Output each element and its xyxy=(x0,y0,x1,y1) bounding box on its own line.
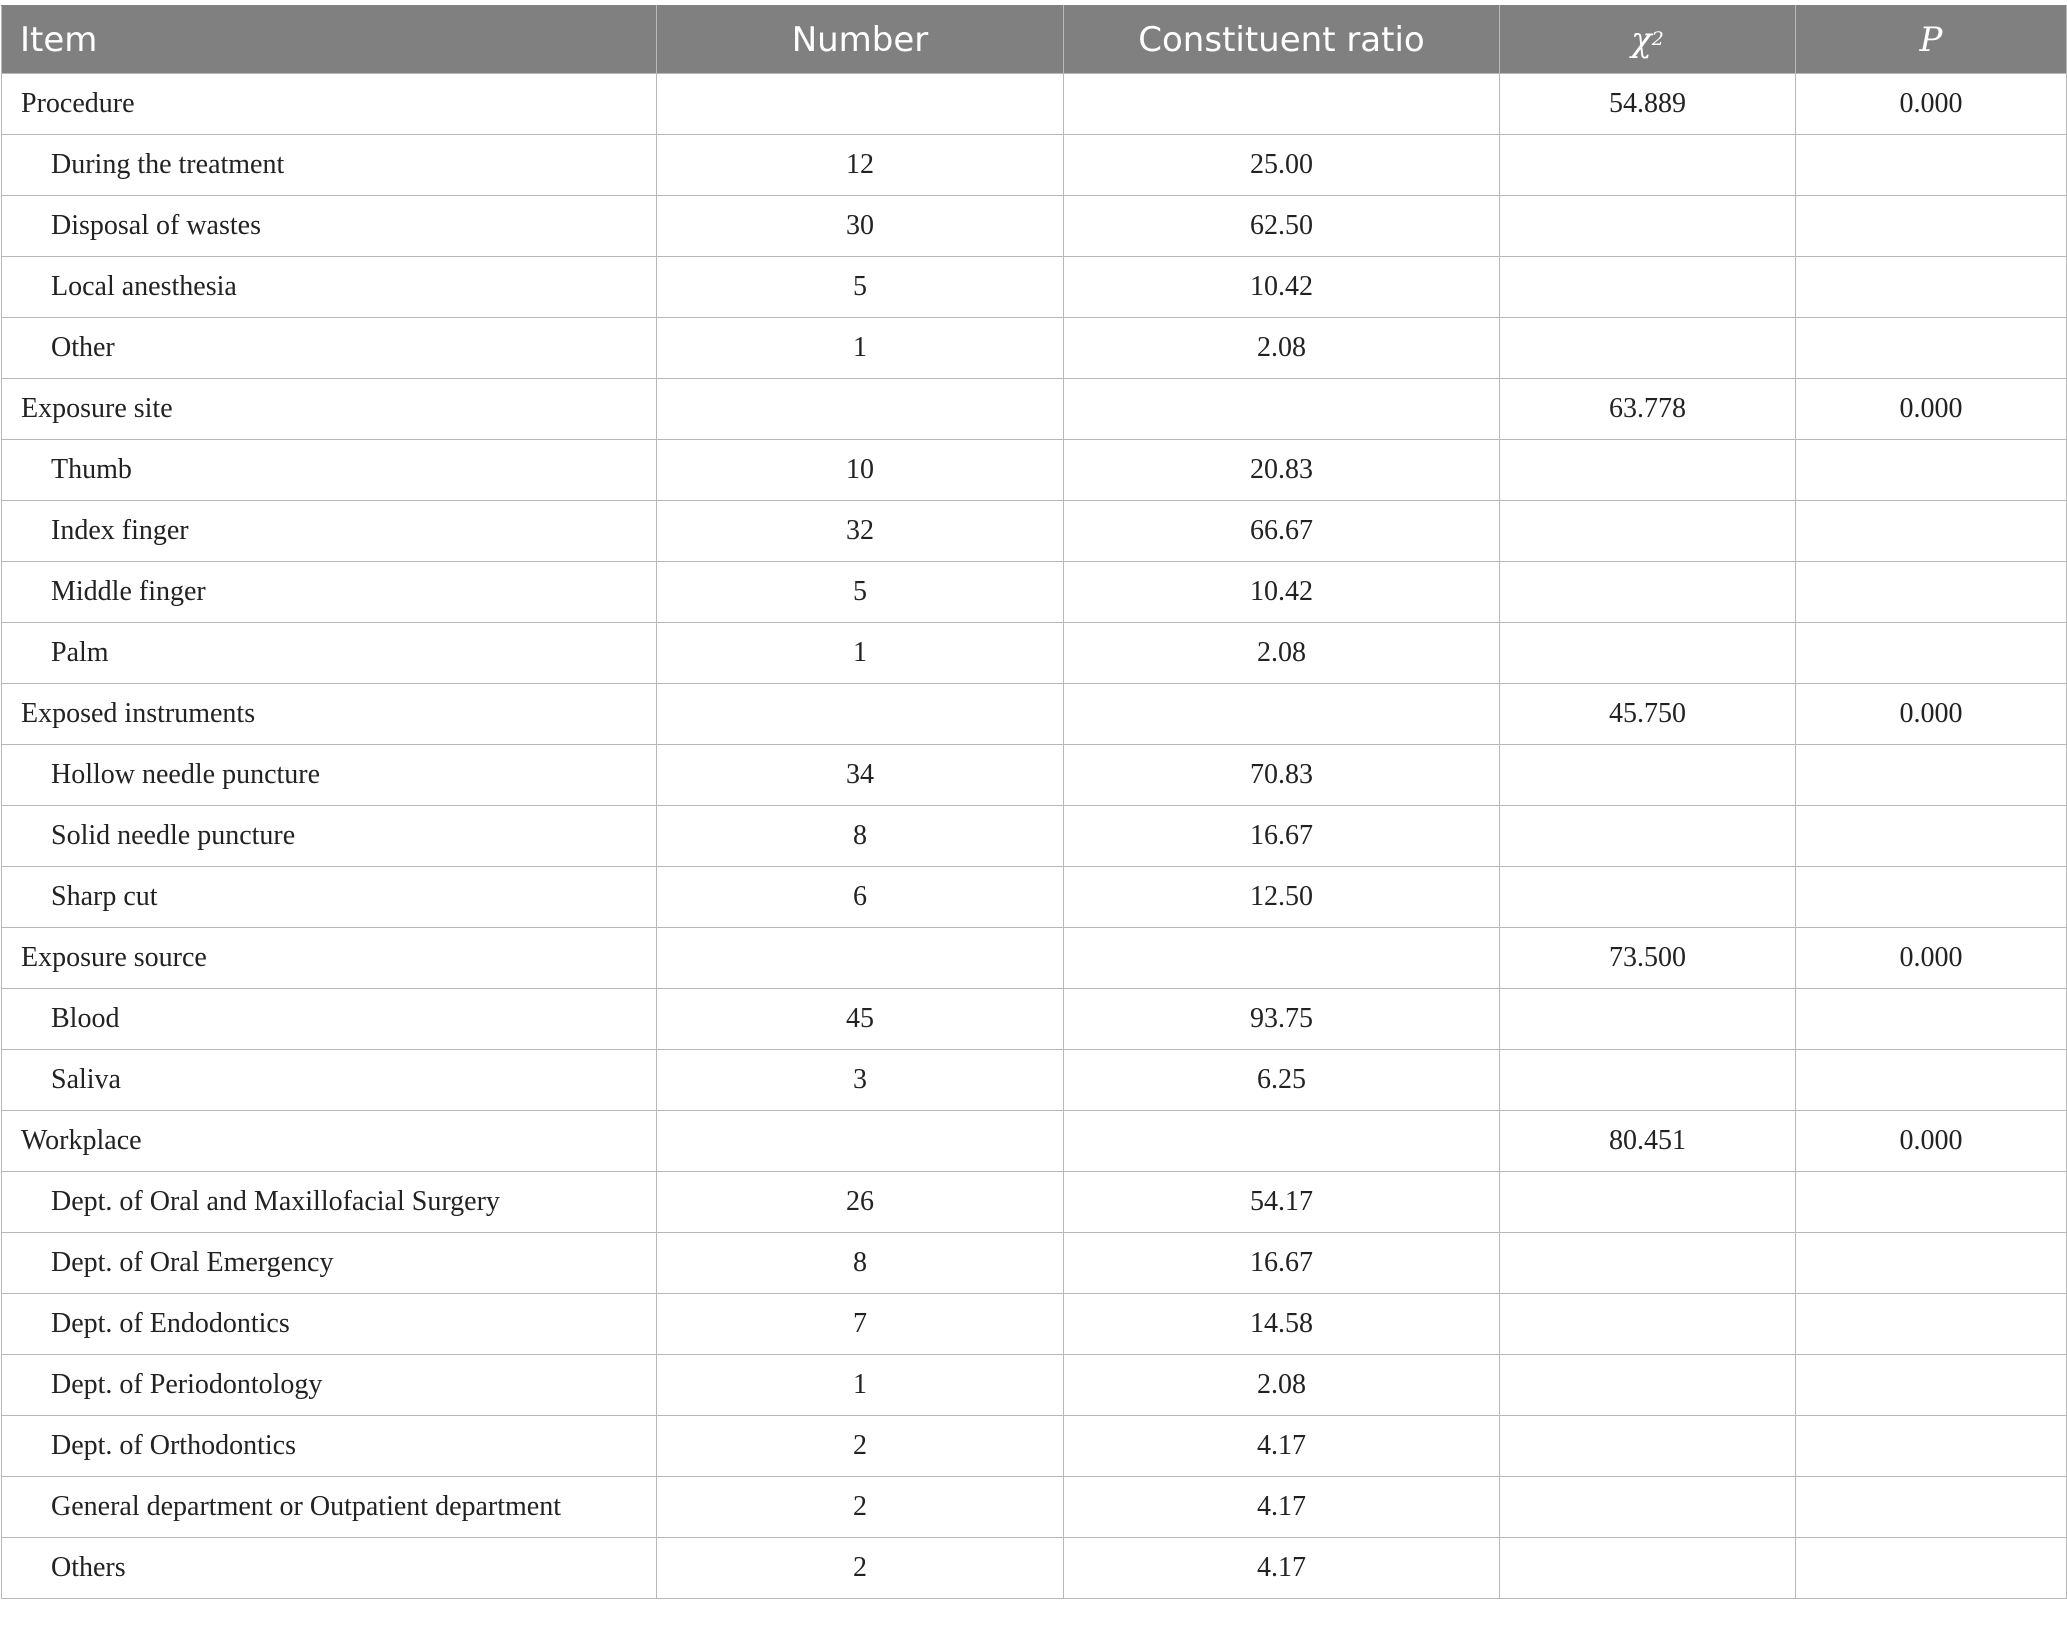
cell-number: 34 xyxy=(657,745,1064,806)
cell-p-value xyxy=(1796,1294,2067,1355)
cell-p-value xyxy=(1796,1477,2067,1538)
cell-constituent-ratio: 62.50 xyxy=(1064,196,1500,257)
table-row xyxy=(2,623,2067,684)
cell-p-value: 0.000 xyxy=(1796,1111,2067,1172)
cell-chi-square xyxy=(1500,623,1796,684)
cell-number: 30 xyxy=(657,196,1064,257)
table-row xyxy=(2,1416,2067,1477)
cell-number: 10 xyxy=(657,440,1064,501)
table-row xyxy=(2,1172,2067,1233)
cell-item: Exposure source xyxy=(2,928,657,989)
cell-item: Dept. of Oral Emergency xyxy=(2,1233,657,1294)
cell-p-value: 0.000 xyxy=(1796,74,2067,135)
cell-chi-square xyxy=(1500,501,1796,562)
cell-chi-square xyxy=(1500,867,1796,928)
cell-chi-square xyxy=(1500,745,1796,806)
table-row xyxy=(2,806,2067,867)
cell-constituent-ratio xyxy=(1064,379,1500,440)
cell-chi-square: 45.750 xyxy=(1500,684,1796,745)
cell-item: Palm xyxy=(2,623,657,684)
table-row xyxy=(2,1538,2067,1599)
cell-constituent-ratio: 2.08 xyxy=(1064,1355,1500,1416)
cell-constituent-ratio: 14.58 xyxy=(1064,1294,1500,1355)
cell-constituent-ratio: 4.17 xyxy=(1064,1538,1500,1599)
cell-p-value: 0.000 xyxy=(1796,928,2067,989)
cell-item: Procedure xyxy=(2,74,657,135)
cell-item: Dept. of Oral and Maxillofacial Surgery xyxy=(2,1172,657,1233)
table-row xyxy=(2,1294,2067,1355)
cell-constituent-ratio: 16.67 xyxy=(1064,1233,1500,1294)
cell-chi-square xyxy=(1500,562,1796,623)
cell-p-value xyxy=(1796,1050,2067,1111)
table-group-row xyxy=(2,684,2067,745)
cell-item: Workplace xyxy=(2,1111,657,1172)
cell-number xyxy=(657,928,1064,989)
cell-p-value xyxy=(1796,196,2067,257)
cell-constituent-ratio: 20.83 xyxy=(1064,440,1500,501)
table-row xyxy=(2,867,2067,928)
cell-constituent-ratio: 70.83 xyxy=(1064,745,1500,806)
cell-item: Hollow needle puncture xyxy=(2,745,657,806)
table-row xyxy=(2,1355,2067,1416)
cell-p-value xyxy=(1796,135,2067,196)
cell-constituent-ratio xyxy=(1064,74,1500,135)
cell-constituent-ratio: 10.42 xyxy=(1064,562,1500,623)
cell-p-value xyxy=(1796,440,2067,501)
cell-chi-square xyxy=(1500,196,1796,257)
table-group-row xyxy=(2,928,2067,989)
cell-number: 8 xyxy=(657,806,1064,867)
cell-chi-square xyxy=(1500,440,1796,501)
cell-number: 5 xyxy=(657,562,1064,623)
cell-item: Exposure site xyxy=(2,379,657,440)
cell-item: Blood xyxy=(2,989,657,1050)
header-p-value: P xyxy=(1796,6,2067,74)
table-row xyxy=(2,1050,2067,1111)
cell-constituent-ratio: 2.08 xyxy=(1064,318,1500,379)
cell-chi-square xyxy=(1500,1538,1796,1599)
table-row xyxy=(2,318,2067,379)
cell-p-value xyxy=(1796,806,2067,867)
cell-p-value xyxy=(1796,1172,2067,1233)
cell-p-value xyxy=(1796,501,2067,562)
cell-chi-square: 73.500 xyxy=(1500,928,1796,989)
cell-number: 1 xyxy=(657,318,1064,379)
table-row xyxy=(2,1233,2067,1294)
table-row xyxy=(2,501,2067,562)
cell-number: 8 xyxy=(657,1233,1064,1294)
table-body xyxy=(2,74,2067,1599)
cell-number: 5 xyxy=(657,257,1064,318)
cell-p-value xyxy=(1796,562,2067,623)
cell-p-value xyxy=(1796,318,2067,379)
table-group-row xyxy=(2,74,2067,135)
cell-constituent-ratio: 25.00 xyxy=(1064,135,1500,196)
cell-p-value xyxy=(1796,1538,2067,1599)
cell-chi-square xyxy=(1500,1355,1796,1416)
cell-chi-square xyxy=(1500,1477,1796,1538)
cell-item: Sharp cut xyxy=(2,867,657,928)
header-row xyxy=(2,6,2067,74)
cell-constituent-ratio: 10.42 xyxy=(1064,257,1500,318)
cell-constituent-ratio: 2.08 xyxy=(1064,623,1500,684)
cell-number xyxy=(657,74,1064,135)
cell-number: 2 xyxy=(657,1416,1064,1477)
cell-constituent-ratio: 4.17 xyxy=(1064,1416,1500,1477)
cell-p-value xyxy=(1796,623,2067,684)
cell-item: Dept. of Endodontics xyxy=(2,1294,657,1355)
cell-number xyxy=(657,684,1064,745)
cell-item: General department or Outpatient department xyxy=(2,1477,657,1538)
cell-number: 1 xyxy=(657,1355,1064,1416)
cell-number: 2 xyxy=(657,1477,1064,1538)
cell-chi-square xyxy=(1500,257,1796,318)
cell-item: Local anesthesia xyxy=(2,257,657,318)
cell-item: Solid needle puncture xyxy=(2,806,657,867)
cell-chi-square xyxy=(1500,135,1796,196)
cell-chi-square xyxy=(1500,1416,1796,1477)
cell-p-value xyxy=(1796,1233,2067,1294)
header-chi-square xyxy=(1500,6,1796,74)
cell-constituent-ratio: 66.67 xyxy=(1064,501,1500,562)
table-row xyxy=(2,257,2067,318)
cell-item: Thumb xyxy=(2,440,657,501)
table-row xyxy=(2,989,2067,1050)
table-group-row xyxy=(2,379,2067,440)
cell-chi-square xyxy=(1500,1050,1796,1111)
cell-number: 6 xyxy=(657,867,1064,928)
table-row xyxy=(2,745,2067,806)
cell-constituent-ratio: 6.25 xyxy=(1064,1050,1500,1111)
cell-p-value: 0.000 xyxy=(1796,379,2067,440)
cell-chi-square: 80.451 xyxy=(1500,1111,1796,1172)
cell-number xyxy=(657,379,1064,440)
cell-number xyxy=(657,1111,1064,1172)
header-number: Number xyxy=(657,6,1064,74)
cell-number: 7 xyxy=(657,1294,1064,1355)
table-row xyxy=(2,135,2067,196)
cell-constituent-ratio: 54.17 xyxy=(1064,1172,1500,1233)
cell-p-value xyxy=(1796,989,2067,1050)
cell-constituent-ratio: 16.67 xyxy=(1064,806,1500,867)
cell-item: Dept. of Orthodontics xyxy=(2,1416,657,1477)
cell-constituent-ratio xyxy=(1064,684,1500,745)
cell-p-value xyxy=(1796,257,2067,318)
cell-item: Middle finger xyxy=(2,562,657,623)
chi-symbol: χ xyxy=(1631,19,1652,60)
cell-p-value xyxy=(1796,1355,2067,1416)
cell-number: 26 xyxy=(657,1172,1064,1233)
cell-number: 32 xyxy=(657,501,1064,562)
cell-item: Others xyxy=(2,1538,657,1599)
cell-p-value: 0.000 xyxy=(1796,684,2067,745)
cell-item: Exposed instruments xyxy=(2,684,657,745)
header-constituent-ratio: Constituent ratio xyxy=(1064,6,1500,74)
table-row xyxy=(2,1477,2067,1538)
table-row xyxy=(2,440,2067,501)
data-table xyxy=(1,5,2067,1599)
cell-item: Dept. of Periodontology xyxy=(2,1355,657,1416)
cell-chi-square xyxy=(1500,989,1796,1050)
cell-item: Saliva xyxy=(2,1050,657,1111)
cell-constituent-ratio: 12.50 xyxy=(1064,867,1500,928)
table-row xyxy=(2,196,2067,257)
table-group-row xyxy=(2,1111,2067,1172)
cell-chi-square xyxy=(1500,1294,1796,1355)
cell-p-value xyxy=(1796,867,2067,928)
cell-p-value xyxy=(1796,745,2067,806)
cell-item: Disposal of wastes xyxy=(2,196,657,257)
cell-constituent-ratio: 93.75 xyxy=(1064,989,1500,1050)
cell-number: 12 xyxy=(657,135,1064,196)
header-item: Item xyxy=(2,6,657,74)
cell-number: 3 xyxy=(657,1050,1064,1111)
cell-chi-square xyxy=(1500,1172,1796,1233)
cell-number: 45 xyxy=(657,989,1064,1050)
table-row xyxy=(2,562,2067,623)
cell-p-value xyxy=(1796,1416,2067,1477)
cell-number: 2 xyxy=(657,1538,1064,1599)
cell-item: During the treatment xyxy=(2,135,657,196)
chi-superscript: 2 xyxy=(1651,27,1664,50)
cell-item: Other xyxy=(2,318,657,379)
cell-constituent-ratio xyxy=(1064,1111,1500,1172)
cell-chi-square xyxy=(1500,318,1796,379)
cell-chi-square xyxy=(1500,806,1796,867)
cell-constituent-ratio xyxy=(1064,928,1500,989)
cell-item: Index finger xyxy=(2,501,657,562)
cell-chi-square: 63.778 xyxy=(1500,379,1796,440)
cell-chi-square xyxy=(1500,1233,1796,1294)
cell-constituent-ratio: 4.17 xyxy=(1064,1477,1500,1538)
cell-chi-square: 54.889 xyxy=(1500,74,1796,135)
cell-number: 1 xyxy=(657,623,1064,684)
